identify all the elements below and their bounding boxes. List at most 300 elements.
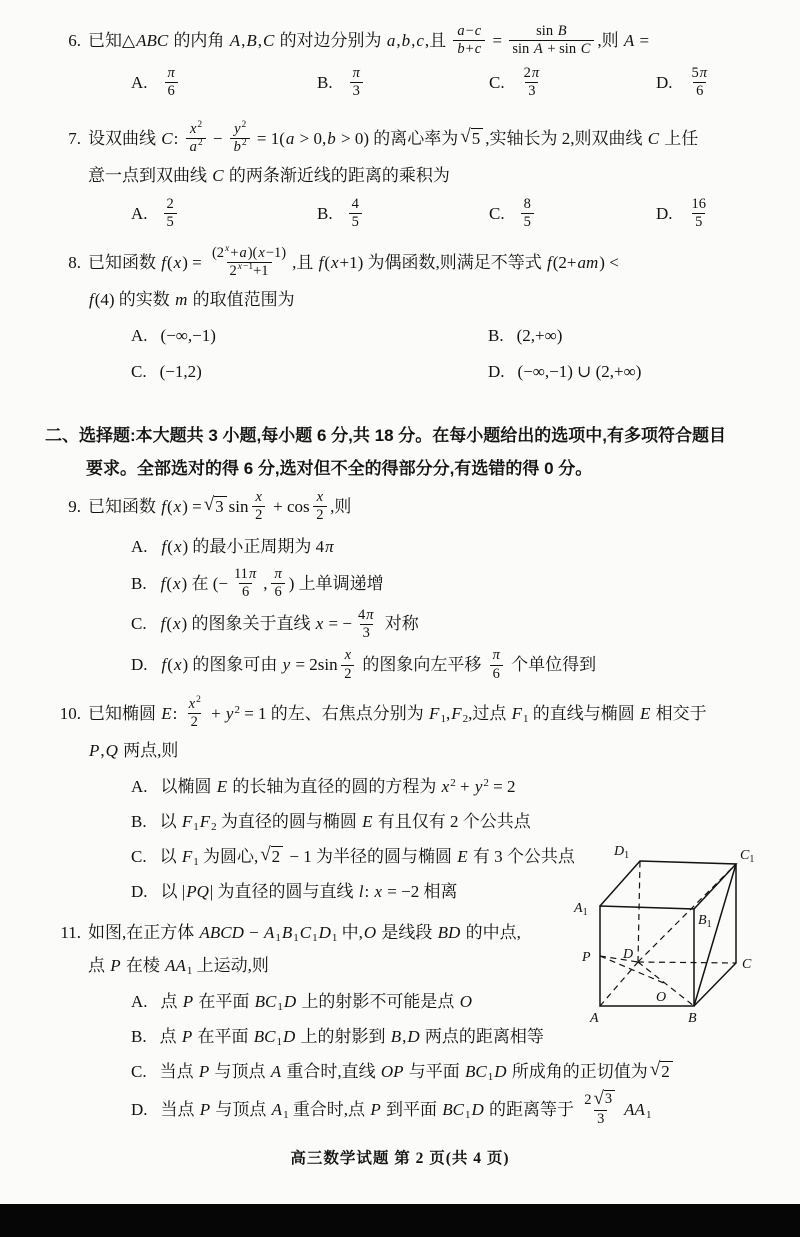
math-var: PQ [186,881,209,901]
text-run: 所成角的正切值为 [507,1062,648,1081]
text-run: ( [166,252,173,272]
math-var: B [557,23,567,39]
fraction [313,489,327,525]
math-var: x [374,881,383,901]
text-run: 1 [283,1108,289,1121]
text-run: 1 [440,712,446,725]
fraction [251,489,265,525]
text-run: ( [167,655,173,675]
math-var: y [225,703,234,723]
text-run: ) < [599,252,619,272]
text-run: 上的射影不可能是点 [297,992,459,1011]
text-run: (−∞,−1) ∪ (2,+∞) [517,361,642,381]
text-run: 当点 [159,1062,198,1081]
text-run: 2 [241,138,247,149]
text-run: 与平面 [404,1062,465,1081]
vertex-label-b1: $B_1$ [698,913,712,930]
text-run: = [488,30,507,50]
text-run: 2 [190,714,198,731]
text-run: 5 [351,214,359,231]
math-var: F [511,703,522,723]
math-var: D [407,1027,420,1046]
fraction [230,121,250,157]
math-var: π [352,64,360,81]
math-var: am [577,252,599,272]
option-content [160,362,202,381]
sqrt-radical [260,846,283,867]
fraction [489,647,504,683]
option-content [161,777,516,796]
math-var: f [160,573,166,593]
text-run: ,且 [292,252,318,272]
q10-option-b [131,807,774,837]
text-run: , [396,30,401,50]
math-var: C [580,41,591,58]
text-run: ) 的最小正周期为 4 [182,536,325,556]
text-run: −1 [242,262,254,273]
text-run: (4) 的实数 [94,289,175,309]
text-run: = 2sin [291,655,338,675]
text-run: = [635,30,650,50]
math-var: B [390,1027,402,1046]
option-content [518,195,537,231]
math-var: a [386,30,396,50]
text-run: ,则 [330,496,352,516]
section-header-line: 二、选择题:本大题共 3 小题,每小题 6 分,共 18 分。在每小题给出的选项中,有多项符合题目 [45,426,726,445]
q9-option-c [131,608,774,644]
math-var: B [281,923,293,942]
text-run: 点 [160,992,182,1011]
math-var: x [315,614,324,634]
math-var: x [441,776,450,796]
q9-option-b [131,567,774,603]
option-label: B. [317,203,333,223]
text-run: − [465,23,474,39]
text-run: 2 [241,120,247,130]
math-var: C [262,30,275,50]
math-var: π [366,606,374,623]
text-run: ( [166,573,172,593]
math-var: P [182,992,194,1011]
option-content [161,537,335,556]
text-run: − [208,128,227,148]
text-run: ( [166,614,172,634]
text-run: 2 [166,195,174,212]
math-var: b [457,41,465,58]
text-run: ( [166,496,173,516]
math-var: f [161,655,167,675]
math-var: x [188,696,196,712]
vertex-label-d: D [623,947,634,962]
option-label: A. [131,776,148,796]
math-var: Q [105,740,118,760]
vertex-label-d1: $D_1$ [614,844,630,861]
option-content [686,64,715,100]
text-run: sin [512,41,533,58]
q8-option-b [488,321,774,351]
text-run: 5 [523,214,531,231]
text-run: 上任 [660,128,699,148]
text-run: 以椭圆 [160,776,216,796]
text-run: 重合时,点 [288,1099,370,1119]
option-label: B. [488,325,504,345]
fraction [164,65,179,101]
text-run: 已知 [88,30,122,50]
math-var: BC [253,1027,276,1046]
math-var: a [189,139,197,156]
option-label: A. [131,325,148,345]
text-run: + sin [543,41,580,58]
math-var: D [283,992,297,1011]
fraction [689,65,712,101]
math-var: ABCD [199,923,244,942]
fraction [231,566,260,602]
math-var: P [198,1062,210,1081]
math-var: x [225,244,230,254]
math-var: E [639,703,651,723]
text-run: ,过点 [468,703,511,723]
math-var: π [492,647,500,664]
question-stem-line [45,490,774,526]
math-var: f [89,289,94,309]
text-run: ) = [182,252,206,272]
question-stem-line [45,285,774,315]
text-run: 已知函数 [88,252,161,272]
text-run: 当点 [160,1099,199,1119]
text-run: 1 [275,932,281,944]
math-var: π [531,64,540,81]
text-run: 2 [523,64,531,81]
fraction [521,196,534,232]
math-var: a [239,245,247,261]
option-content [517,326,563,345]
text-run: 2 [255,507,263,524]
text-run: 在棱 [121,956,165,975]
math-var: O [459,992,472,1011]
text-run: 的内角 [169,30,229,50]
text-run: , [411,30,416,50]
text-run: 上运动,则 [192,956,269,975]
math-var: x [173,614,181,634]
math-var: P [199,1099,211,1119]
math-var: C [161,128,173,148]
text-run: ,实轴长为 2,则双曲线 [485,128,647,148]
option-content [161,647,597,682]
math-var: x [330,252,339,272]
text-run: − [244,923,263,942]
text-run: 2 [211,820,217,833]
math-var: m [175,289,188,309]
question-stem-line [45,697,774,733]
text-run: 6 [274,584,282,601]
math-var: c [474,23,482,39]
math-var: b [233,139,241,156]
math-var: F [181,811,193,831]
text-run: 16 [691,195,707,212]
q8-option-d [488,357,774,387]
text-run: 1 [186,965,193,977]
math-var: BD [437,923,461,942]
math-var: x [237,262,242,273]
option-label: C. [489,72,505,92]
text-run: 5 [691,64,699,81]
vertex-label-o: O [656,990,667,1005]
math-var: D [282,1027,296,1046]
radical-sign-icon: √ [460,126,471,148]
text-run: 为圆心, [198,846,259,866]
text-run: 6 [696,83,704,100]
text-run: 两点,则 [118,740,179,760]
q7-option-d [656,197,774,233]
fraction [453,23,485,59]
option-content [161,882,458,901]
math-var: f [161,536,167,556]
text-run: = −2 相离 [383,881,458,901]
math-var: x [173,496,182,516]
text-run: 2 [462,712,469,725]
text-run: + [465,41,474,58]
math-var: f [161,252,166,272]
question-stem-line [45,24,774,60]
math-var: P [110,956,121,975]
math-var: l [358,881,364,901]
text-run: + [206,703,225,723]
q7-option-b [317,197,489,233]
text-run: 5 [695,214,703,231]
math-var: f [160,614,166,634]
vertex-label-c1: $C_1$ [740,848,755,865]
option-content [159,1059,675,1083]
fraction [349,65,364,101]
math-var: c [416,30,424,50]
math-var: x [316,489,324,505]
math-var: C [647,128,660,148]
math-var: E [362,811,373,831]
math-var: B [246,30,257,50]
math-var: π [167,64,175,81]
fraction [185,696,204,732]
text-run: 3 [215,497,224,517]
q6-option-c [489,66,656,102]
option-label: C. [131,614,147,634]
math-var: O [363,923,377,942]
math-var: A [270,1062,282,1081]
option-label: B. [131,1027,147,1046]
text-run: , [263,573,268,593]
question-8 [0,246,800,387]
math-var: a [457,23,465,39]
section-header [0,419,800,485]
option-label: C. [131,846,147,866]
q6-option-b [317,66,489,102]
fraction [521,65,544,101]
text-run: : [364,881,374,901]
option-content [518,64,547,100]
fraction [689,196,710,232]
math-var: c [474,41,482,58]
question-7 [0,122,800,233]
vertex-label-a1: $A_1$ [574,901,588,918]
text-run: 中, [337,923,363,942]
fraction [581,1088,620,1128]
radical-sign-icon: √ [649,1059,661,1081]
text-run: 2 [661,1062,670,1082]
math-var: A [229,30,241,50]
text-run: 意一点到双曲线 [88,165,212,185]
scan-bottom-bar [0,1204,800,1237]
q9-option-d [131,648,774,684]
math-var: C [299,923,312,942]
sqrt-radical [460,128,483,149]
math-var: y [234,121,241,137]
q10-option-a [131,772,774,802]
question-9 [0,490,800,689]
text-run: 是线段 [377,923,437,942]
q11-option-d [131,1088,774,1129]
option-content [346,64,367,100]
text-run: 上的射影到 [296,1027,390,1046]
text-run: 3 [528,83,536,100]
text-run: 5 [166,214,174,231]
question-number: 9. [68,496,81,516]
q11-option-c [131,1057,774,1087]
math-var: C [212,165,224,185]
text-run: 6 [241,584,250,601]
text-run: 以 | [160,881,186,901]
math-var: P [181,1027,193,1046]
math-var: A [623,30,635,50]
fraction [209,245,289,281]
text-run: : [173,128,183,148]
math-var: BC [254,992,277,1011]
math-var: F [199,811,211,831]
text-run: , [402,1027,407,1046]
math-var: x [173,252,182,272]
options [45,321,774,387]
question-stem-line [45,246,774,282]
superscript [242,120,247,130]
text-run: ,则 [597,30,623,50]
math-var: BC [465,1062,487,1081]
text-run: 对称 [380,614,419,634]
option-label: C. [131,1062,147,1081]
text-run: 的距离等于 [484,1099,579,1119]
text-run: △ [122,30,136,50]
text-run: 2 [450,776,456,789]
text-run: 1 [464,1108,471,1121]
text-run: 有 3 个公共点 [468,846,575,866]
option-label: D. [131,1099,148,1119]
superscript [196,695,201,705]
text-run: 11 [233,565,248,582]
text-run: 2 [234,703,240,716]
text-run: 有且仅有 2 个公共点 [373,811,531,831]
math-var: b [327,128,336,148]
option-label: A. [131,72,148,92]
text-run: 1 [331,932,338,944]
option-label: D. [656,203,673,223]
q7-option-c [489,197,656,233]
q9-option-a [131,532,774,562]
math-var: x [173,573,181,593]
option-label: A. [131,992,148,1011]
text-run: 为直径的圆与椭圆 [216,811,362,831]
fraction [186,121,206,157]
math-var: OP [380,1062,404,1081]
text-run: 1 [312,932,318,944]
text-run: = − [324,614,352,634]
fraction [349,196,362,232]
text-run: −1) [265,245,287,261]
fraction [270,566,285,602]
text-run: − 1 为半径的圆与椭圆 [285,846,457,866]
text-run: ) 的图象可由 [182,655,282,675]
option-content [161,64,182,100]
question-number: 6. [68,30,81,50]
math-var: AA [624,1099,645,1119]
page-footer: 高三数学试题 第 2 页(共 4 页) [290,1150,510,1167]
text-run: 6 [167,83,175,100]
text-run: 1 [487,1071,494,1083]
math-var: f [161,496,166,516]
option-label: D. [488,361,505,381]
option-content [346,195,365,231]
text-run: 1 [645,1108,652,1121]
option-label: D. [131,655,148,675]
question-number: 8. [68,252,81,272]
options [45,532,774,684]
math-var: D [494,1062,507,1081]
text-run: 的图象向左平移 [358,655,486,675]
section-header-line: 要求。全部选对的得 6 分,选对但不全的得部分分,有选错的得 0 分。 [86,459,593,478]
sqrt-radical [593,1090,615,1109]
text-run: 4 [357,606,366,623]
text-run: + [455,776,474,796]
text-run: sin [228,496,249,516]
text-run: 2 [344,665,352,682]
text-run: , [241,30,246,50]
text-run: 已知椭圆 [88,703,161,723]
option-label: C. [489,203,505,223]
math-var: E [457,846,468,866]
text-run: 3 [352,83,360,100]
text-run: + [230,245,239,261]
question-number: 7. [68,128,81,148]
text-run: 相交于 [651,703,707,723]
fraction [355,607,378,643]
question-stem-line [45,122,774,158]
text-run: 的两条渐近线的距离的乘积为 [224,165,450,185]
math-var: y [474,776,483,796]
math-var: π [699,64,708,81]
math-var: π [248,565,257,582]
math-var: E [161,703,172,723]
math-var: f [547,252,552,272]
sqrt-radical [204,496,227,517]
fraction [509,23,594,59]
math-var: ABC [136,30,169,50]
question-stem-line [45,161,774,191]
text-run: = 1( [252,128,285,148]
option-content [160,812,531,831]
question-stem-line [45,736,774,766]
vertex-label-c: C [742,957,752,972]
math-var: F [451,703,462,723]
subscript [312,932,318,944]
option-label: D. [656,72,673,92]
text-run: > 0, [295,128,327,148]
text-run: 1 [277,1001,283,1013]
